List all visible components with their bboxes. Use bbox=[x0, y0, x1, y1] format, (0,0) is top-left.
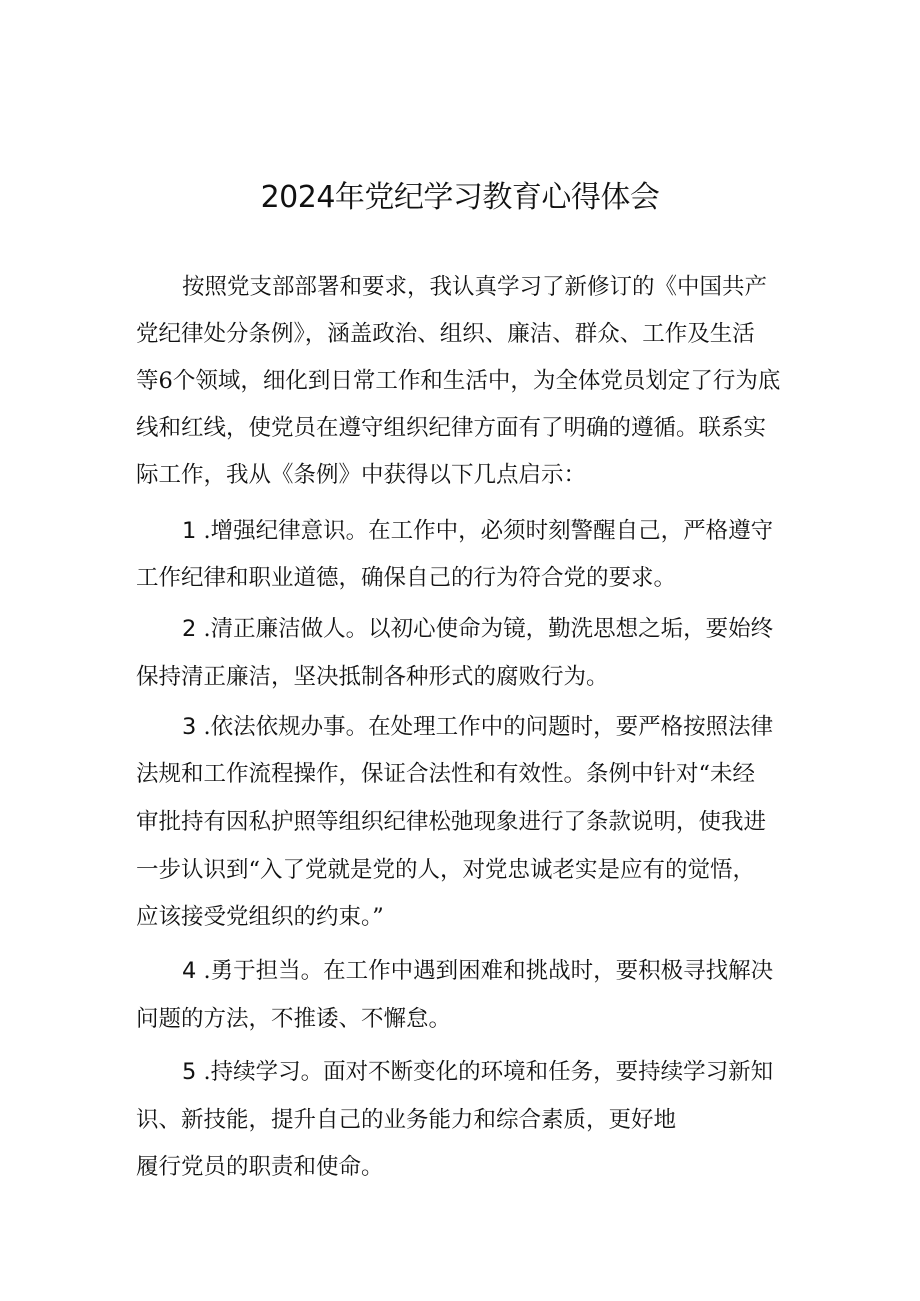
point-text: .依法依规办事。在处理工作中的问题时，要严格按照法律 bbox=[203, 714, 774, 740]
point-1-first-line bbox=[182, 516, 773, 546]
point-1-line: 工作纪律和职业道德，确保自己的行为符合党的要求。 bbox=[136, 565, 677, 591]
point-number: 4 bbox=[182, 958, 197, 984]
intro-line: 按照党支部部署和要求，我认真学习了新修订的《中国共产 bbox=[182, 274, 768, 300]
point-number: 3 bbox=[182, 714, 197, 740]
point-3-first-line bbox=[182, 712, 773, 742]
point-3-line: 审批持有因私护照等组织纪律松弛现象进行了条款说明，使我进 bbox=[136, 809, 767, 835]
point-number: 5 bbox=[182, 1059, 197, 1085]
point-number: 2 bbox=[182, 616, 197, 642]
point-5-line: 识、新技能，提升自己的业务能力和综合素质，更好地 bbox=[136, 1107, 677, 1133]
point-5-line: 履行党员的职责和使命。 bbox=[136, 1154, 384, 1180]
point-3-line: 法规和工作流程操作，保证合法性和有效性。条例中针对“未经 bbox=[136, 761, 756, 787]
point-3-line: 应该接受党组织的约束。” bbox=[136, 904, 384, 930]
document-title: 2024年党纪学习教育心得体会 bbox=[260, 180, 660, 215]
point-number: 1 bbox=[182, 518, 197, 544]
point-text: .清正廉洁做人。以初心使命为镜，勤洗思想之垢，要始终 bbox=[203, 616, 774, 642]
point-text: .增强纪律意识。在工作中，必须时刻警醒自己，严格遵守 bbox=[203, 518, 774, 544]
intro-line: 际工作，我从《条例》中获得以下几点启示： bbox=[136, 462, 587, 488]
point-4-line: 问题的方法，不推诿、不懈怠。 bbox=[136, 1006, 452, 1032]
point-3-line: 一步认识到“入了党就是党的人，对党忠诚老实是应有的觉悟， bbox=[136, 857, 756, 883]
intro-line: 党纪律处分条例》，涵盖政治、组织、廉洁、群众、工作及生活 bbox=[136, 321, 755, 347]
intro-line: 线和红线，使党员在遵守组织纪律方面有了明确的遵循。联系实 bbox=[136, 415, 767, 441]
point-4-first-line bbox=[182, 956, 773, 986]
point-text: .勇于担当。在工作中遇到困难和挑战时，要积极寻找解决 bbox=[203, 958, 774, 984]
point-5-first-line bbox=[182, 1057, 773, 1087]
point-2-line: 保持清正廉洁，坚决抵制各种形式的腐败行为。 bbox=[136, 664, 609, 690]
point-2-first-line bbox=[182, 614, 773, 644]
point-text: .持续学习。面对不断变化的环境和任务，要持续学习新知 bbox=[203, 1059, 774, 1085]
intro-line: 等6个领域，细化到日常工作和生活中，为全体党员划定了行为底 bbox=[136, 368, 781, 394]
